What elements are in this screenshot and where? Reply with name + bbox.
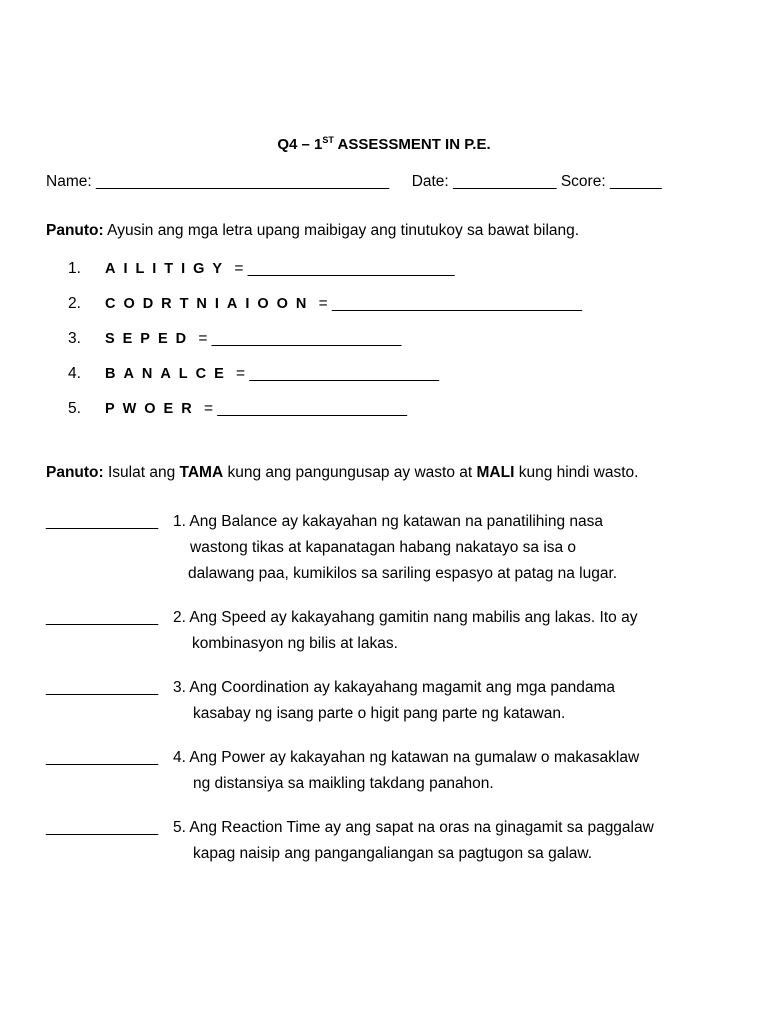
scramble-item [68, 400, 407, 418]
score-label: Score: [560, 173, 606, 190]
equals-sign: = [199, 400, 218, 417]
student-info-header [46, 173, 662, 191]
equals-sign: = [230, 260, 248, 277]
answer-blank[interactable]: _____________ [46, 513, 159, 530]
instruction-part1: Panuto: Ayusin ang mga letra upang maibigay ang tinutukoy sa bawat bilang. [46, 222, 580, 239]
date-label: Date: [411, 173, 449, 190]
item-number: 3. [68, 330, 81, 347]
statement-continuation: kasabay ng isang parte o higit pang parte ng katawan. [193, 705, 566, 722]
scramble-item [68, 330, 401, 348]
scramble-item [68, 260, 455, 278]
answer-blank[interactable]: ______________________ [249, 365, 440, 382]
scramble-item [68, 295, 582, 313]
statement-text: 4. Ang Power ay kakayahan ng katawan na gumalaw o makasaklaw [173, 749, 640, 766]
score-blank[interactable]: ______ [609, 173, 662, 190]
answer-blank[interactable]: _____________________________ [331, 295, 582, 312]
answer-blank[interactable]: _____________ [46, 749, 159, 766]
answer-blank[interactable]: ______________________ [217, 400, 407, 417]
statement-text: 1. Ang Balance ay kakayahan ng katawan na panatilihing nasa [173, 513, 604, 530]
name-label: Name: [46, 173, 92, 190]
statement-continuation: kapag naisip ang pangangaliangan sa pagtugon sa galaw. [193, 845, 593, 862]
statement-text: 5. Ang Reaction Time ay ang sapat na oras na ginagamit sa paggalaw [173, 819, 654, 836]
scrambled-letters: SEPED [105, 331, 195, 347]
instruction-part2: Panuto: Isulat ang TAMA kung ang pangungusap ay wasto at MALI kung hindi wasto. [46, 464, 639, 481]
statement-text: 2. Ang Speed ay kakayahang gamitin nang mabilis ang lakas. Ito ay [173, 609, 638, 626]
date-blank[interactable]: ____________ [453, 173, 557, 190]
page-title: Q4 – 1ST ASSESSMENT IN P.E. [277, 135, 491, 153]
name-blank[interactable]: __________________________________ [95, 173, 390, 190]
item-number: 4. [68, 365, 81, 382]
answer-blank[interactable]: _____________ [46, 819, 159, 836]
scrambled-letters: BANALCE [105, 366, 232, 382]
scrambled-letters: AILITIGY [105, 261, 231, 277]
scrambled-letters: CODRTNIAIOON [105, 296, 315, 312]
equals-sign: = [194, 330, 212, 347]
statement-continuation: dalawang paa, kumikilos sa sariling espasyo at patag na lugar. [188, 565, 618, 582]
scrambled-letters: PWOER [105, 401, 200, 417]
answer-blank[interactable]: ______________________ [211, 330, 402, 347]
statement-continuation: ng distansiya sa maikling takdang panahon. [193, 775, 494, 792]
equals-sign: = [231, 365, 250, 382]
answer-blank[interactable]: ________________________ [247, 260, 455, 277]
statement-continuation: kombinasyon ng bilis at lakas. [192, 635, 398, 652]
statement-continuation: wastong tikas at kapanatagan habang nakatayo sa isa o [190, 539, 577, 556]
item-number: 1. [68, 260, 81, 277]
item-number: 2. [68, 295, 81, 312]
equals-sign: = [314, 295, 332, 312]
item-number: 5. [68, 400, 81, 417]
answer-blank[interactable]: _____________ [46, 609, 159, 626]
scramble-item [68, 365, 439, 383]
answer-blank[interactable]: _____________ [46, 679, 159, 696]
statement-text: 3. Ang Coordination ay kakayahang magamit ang mga pandama [173, 679, 616, 696]
